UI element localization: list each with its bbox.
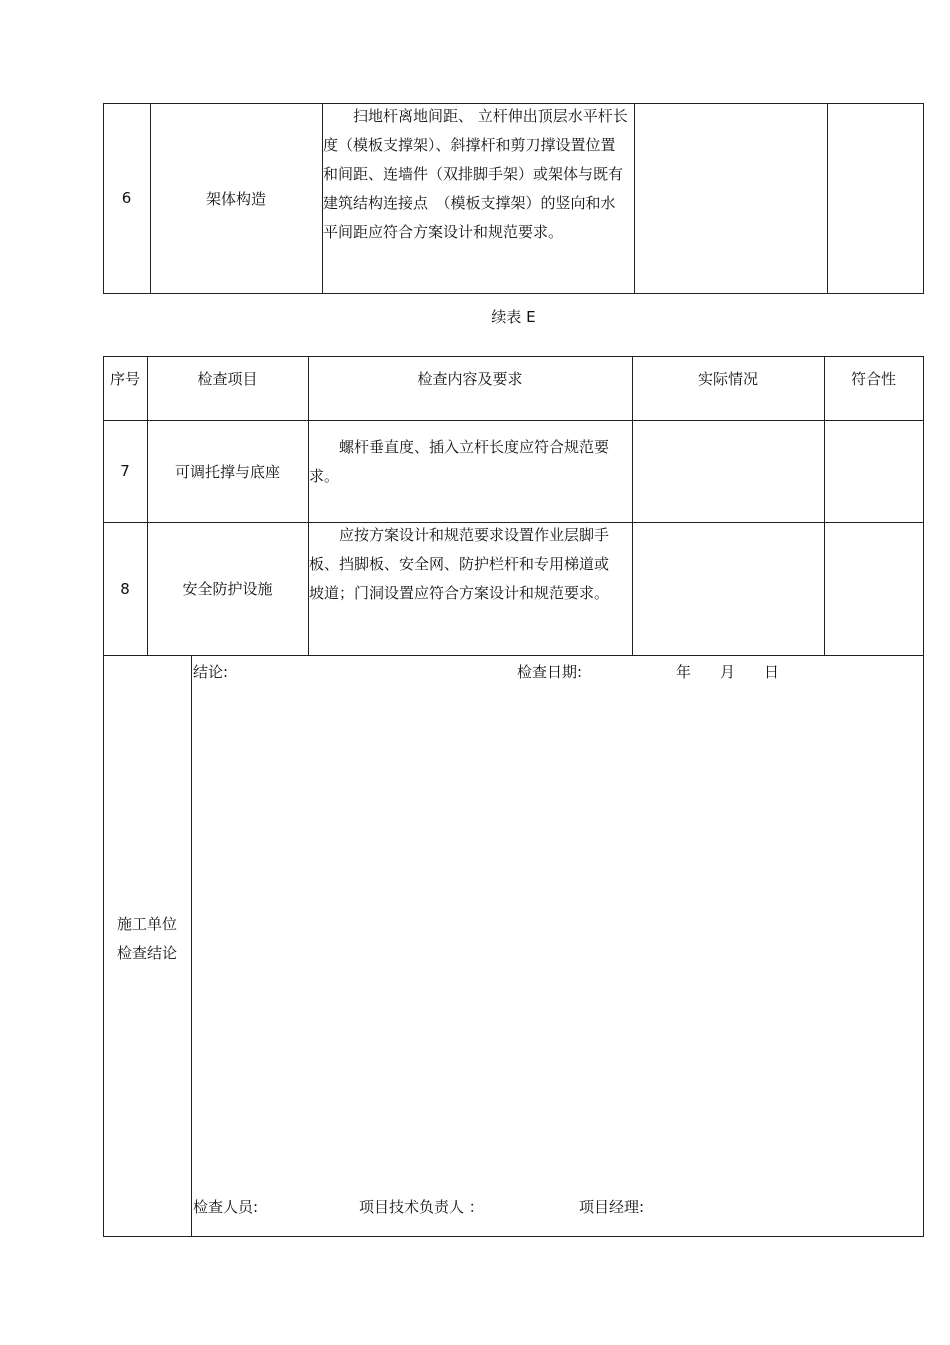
- row6-content: 扫地杆离地间距、 立杆伸出顶层水平杆长度（模板支撑架）、斜撑杆和剪刀撑设置位置和间距、连墙件（双排脚手架）或架体与既有建筑结构连接点 （模板支撑架）的竖向和水平间距应符合方案设计和规范要求。: [323, 107, 628, 241]
- continued-caption: 续表 E: [491, 307, 536, 326]
- row8-number: 8: [120, 579, 130, 598]
- inspector-label: 检查人员:: [193, 1198, 259, 1216]
- date-day: 日: [764, 663, 780, 681]
- conclusion-side-label: [103, 910, 191, 968]
- row7-content: 螺杆垂直度、插入立杆长度应符合规范要求。: [309, 438, 610, 485]
- date-year: 年: [676, 663, 692, 681]
- header-actual: 实际情况: [697, 370, 758, 388]
- header-content: 检查内容及要求: [417, 370, 523, 388]
- header-conformity: 符合性: [850, 370, 896, 388]
- row6-number: 6: [121, 189, 132, 207]
- row7-item: 可调托撑与底座: [174, 462, 280, 481]
- header-number: 序号: [109, 370, 140, 388]
- side-label-line1: 施工单位: [116, 915, 177, 933]
- row8-item: 安全防护设施: [182, 580, 273, 598]
- row7-number: 7: [120, 462, 130, 480]
- date-month: 月: [720, 663, 736, 681]
- project-manager-label: 项目经理:: [579, 1198, 645, 1216]
- conclusion-label: 结论:: [193, 663, 229, 681]
- side-label-line2: 检查结论: [116, 944, 177, 962]
- row8-content: 应按方案设计和规范要求设置作业层脚手板、挡脚板、安全网、防护栏杆和专用梯道或坡道；门洞设置应符合方案设计和规范要求。: [309, 526, 610, 602]
- header-item: 检查项目: [197, 370, 258, 388]
- inspection-date-label: 检查日期:: [517, 663, 583, 681]
- row6-item: 架体构造: [205, 189, 266, 208]
- tech-lead-label: 项目技术负责人 ：: [359, 1198, 484, 1216]
